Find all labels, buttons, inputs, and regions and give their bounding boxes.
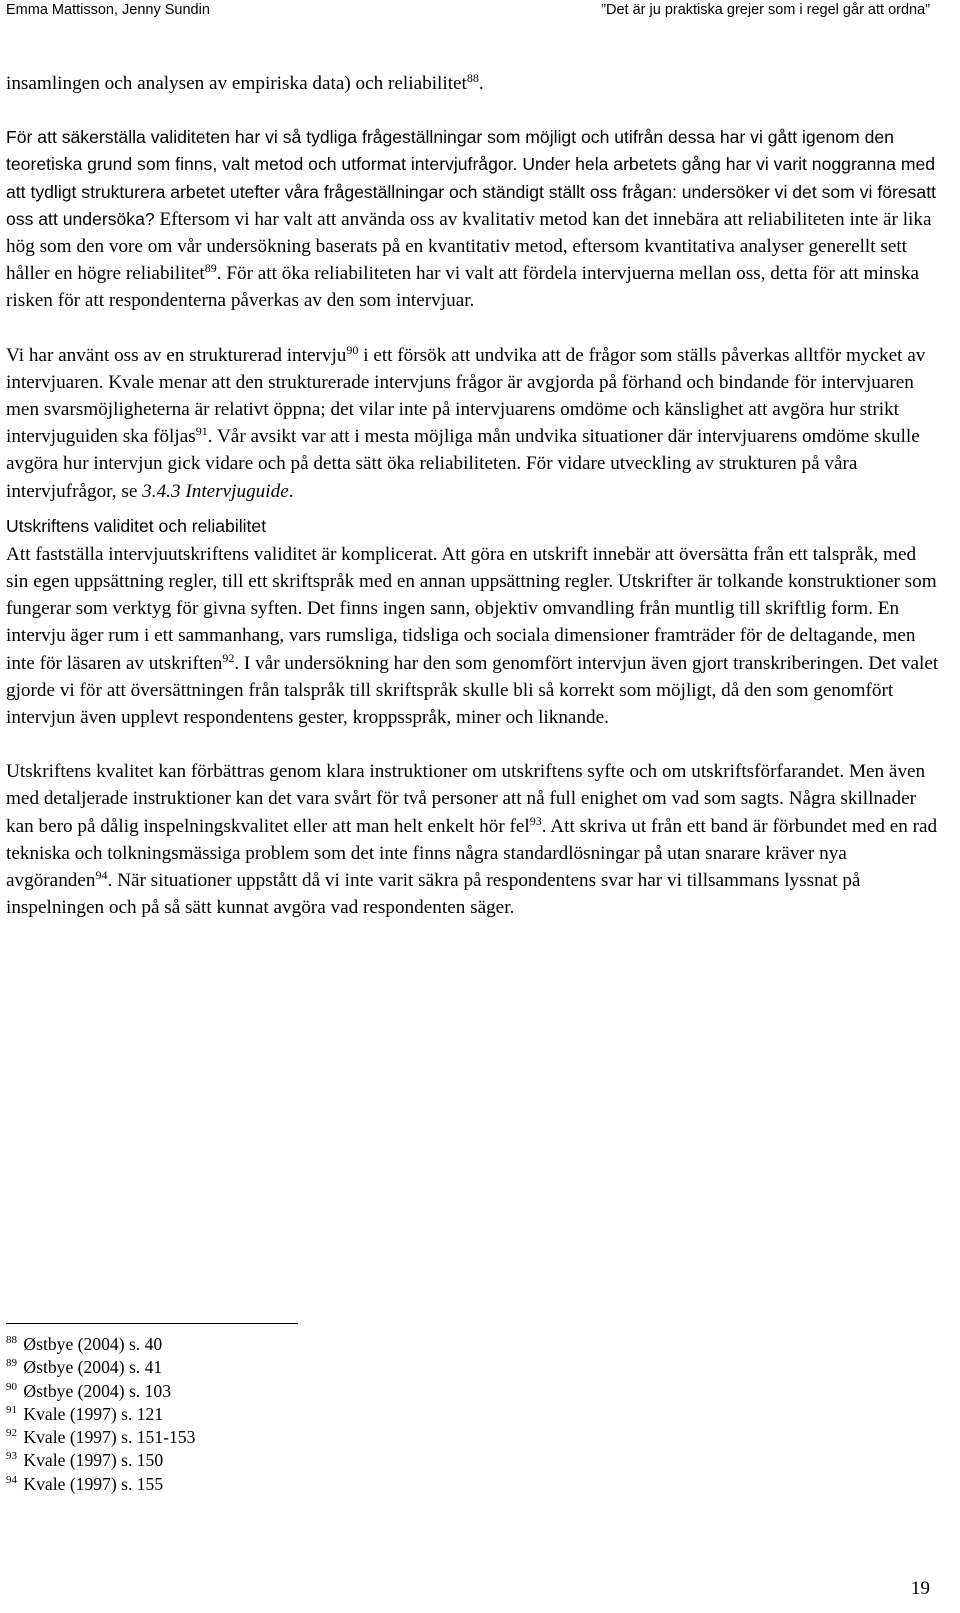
footnote-text: Kvale (1997) s. 121 <box>23 1403 164 1424</box>
footnote-ref: 93 <box>529 813 542 828</box>
paragraph-5 <box>6 758 941 921</box>
text: . För att öka reliabiliteten har vi valt att fördela intervjuerna mellan oss, detta för att minska risken för att respondenterna påverkas av den som intervjuar. <box>6 263 919 312</box>
footnote-number: 92 <box>6 1427 17 1440</box>
text: Att fastställa intervjuutskriftens validitet är komplicerat. Att göra en utskrift innebär att översätta från ett talspråk, med sin egen uppsättning regler, till ett skriftspråk med en annan uppsättning regler. Utskrifter är tolkande konstruktioner som fungerar som verktyg för givna syften. Det finns ingen sann, objektiv omvandling från muntlig till skriftlig form. En intervju äger rum i ett sammanhang, vars rumsliga, tidsliga och sociala dimensioner framträder för de deltagande, men inte för läsaren av utskriften <box>6 543 937 674</box>
footnote <box>6 1403 195 1426</box>
footnote-ref: 92 <box>222 650 235 665</box>
footnote-text: Østbye (2004) s. 40 <box>23 1334 163 1354</box>
footnote-text: Kvale (1997) s. 150 <box>23 1450 164 1471</box>
paragraph-2 <box>6 124 941 314</box>
footnote <box>6 1380 195 1403</box>
footnote-ref: 91 <box>195 424 208 439</box>
text: . Att skriva ut från ett band är förbundet med en rad tekniska och tolkningsmässiga problem som det inte finns några standardlösningar på utan snarare kräver nya avgöranden <box>6 815 938 892</box>
text: För att säkerställa validiteten har vi så tydliga frågeställningar som möjligt och utifrån dessa har vi gått igenom den teoretiska grund som finns, valt metod och utformat intervjufrågor. Under hela arbetets gång har vi varit noggranna med att tydligt strukturera arbetet utefter våra frågeställningar och ständigt ställt oss frågan: undersöker vi det som vi föresatt oss att undersöka? <box>6 127 936 229</box>
footnotes <box>6 1333 195 1496</box>
text: . <box>288 480 294 502</box>
footnote-text: Kvale (1997) s. 151-153 <box>23 1427 196 1448</box>
paragraph-3 <box>6 342 941 505</box>
footnote-number: 91 <box>6 1403 17 1416</box>
footnote <box>6 1426 195 1449</box>
footnote <box>6 1356 195 1379</box>
header-authors: Emma Mattisson, Jenny Sundin <box>6 2 210 18</box>
footnote-ref: 89 <box>204 261 217 276</box>
footnote <box>6 1449 195 1472</box>
document-body <box>6 70 941 921</box>
text: i ett försök att undvika att de frågor som ställs påverkas alltför mycket av intervjuaren. Kvale menar att den strukturerade intervjuns frågor är avgjorda på förhand och bindande för intervjuaren men svarsmöjligheterna är relativt öppna; det vilar inte på intervjuarens omdöme och känslighet att avgöra hur strikt intervjuguiden ska följas <box>6 344 926 448</box>
header-title: ”Det är ju praktiska grejer som i regel går att ordna” <box>601 2 930 18</box>
footnote-text: Kvale (1997) s. 155 <box>23 1473 164 1494</box>
footnote-number: 90 <box>6 1380 17 1393</box>
footnote-number: 89 <box>6 1357 17 1370</box>
text: . I vår undersökning har den som genomfört intervjun även gjort transkriberingen. Det valet gjorde vi för att översättningen från talspråk till skriftspråk skulle bli så korrekt som möjligt, då den som genomfört intervjun även upplevt respondentens gester, kroppsspråk, miner och liknande. <box>6 652 939 729</box>
footnote-ref: 94 <box>95 868 108 883</box>
text: . Vår avsikt var att i mesta möjliga mån undvika situationer där intervjuarens omdöme skulle avgöra hur intervjun gick vidare och på detta sätt öka reliabiliteten. För vidare utveckling av strukturen på våra intervjufrågor, se <box>6 426 920 502</box>
footnote-number: 93 <box>6 1450 17 1463</box>
text: Utskriftens kvalitet kan förbättras genom klara instruktioner om utskriftens syfte och om utskriftsförfarandet. Men även med detaljerade instruktioner kan det vara svårt för två personer att nå full enighet om vad som sagts. Några skillnader kan bero på dålig inspelningskvalitet eller att man helt enkelt hör fel <box>6 761 926 837</box>
footnote-ref: 88 <box>466 71 479 85</box>
text: insamlingen och analysen av empiriska data) och reliabilitet <box>6 73 467 94</box>
text: . När situationer uppstått då vi inte varit säkra på respondentens svar har vi tillsammans lyssnat på inspelningen och på så sätt kunnat avgöra vad respondenten säger. <box>6 870 861 919</box>
footnote <box>6 1333 195 1356</box>
footnote-ref: 90 <box>346 342 359 357</box>
page-number: 19 <box>910 1578 930 1599</box>
text: Eftersom vi har valt att använda oss av kvalitativ metod kan det innebära att reliabiliteten inte är lika hög som den vore om vår undersökning baserats på en kvantitativ metod, eftersom kvantitativa analyser generellt sett håller en högre reliabilitet <box>6 208 932 285</box>
footnote <box>6 1473 195 1496</box>
footnote-number: 88 <box>6 1334 17 1346</box>
page-header <box>6 0 930 24</box>
section-reference: 3.4.3 Intervjuguide <box>142 480 289 502</box>
footnote-divider <box>6 1323 298 1324</box>
paragraph-1 <box>6 70 941 97</box>
text: Vi har använt oss av en strukturerad intervju <box>6 344 347 366</box>
footnote-text: Østbye (2004) s. 41 <box>23 1357 163 1378</box>
section-heading: Utskriftens validitet och reliabilitet <box>6 515 267 536</box>
footnote-text: Østbye (2004) s. 103 <box>23 1380 171 1401</box>
text: . <box>478 73 484 94</box>
footnote-number: 94 <box>6 1473 17 1486</box>
paragraph-4 <box>6 541 941 731</box>
